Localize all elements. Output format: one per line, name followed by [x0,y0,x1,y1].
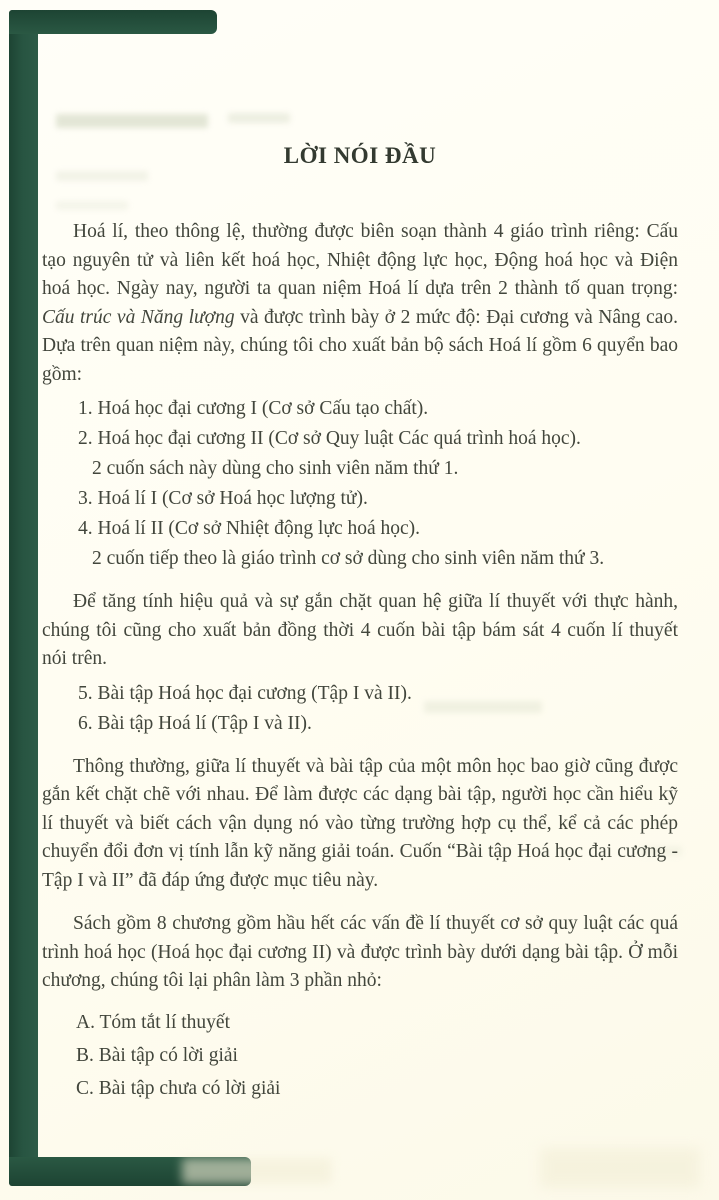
exercise-list [42,680,678,738]
book-list-note-1: 2 cuốn sách này dùng cho sinh viên năm thứ 1. [92,458,459,479]
paragraph-structure: Sách gồm 8 chương gồm hầu hết các vấn đề lí thuyết cơ sở quy luật các quá trình hoá học (Hoá học đại cương II) và được trình bày dưới dạng bài tập. Ở mỗi chương, chúng tôi lại phân làm 3 phần nhỏ: [42,913,678,991]
section-list [42,1008,678,1103]
book-list-note-2: 2 cuốn tiếp theo là giáo trình cơ sở dùng cho sinh viên năm thứ 3. [92,548,605,569]
page-content [42,0,678,1107]
intro-text-italic: Cấu trúc và Năng lượng [42,306,235,328]
intro-text-before: Hoá lí, theo thông lệ, thường được biên soạn thành 4 giáo trình riêng: Cấu tạo nguyên tử và liên kết hoá học, Nhiệt động lực học, Động hoá học và Điện hoá học. Ngày nay, người ta quan niệm Hoá lí dựa trên 2 thành tố quan trọng: [42,221,678,299]
book-list [42,395,678,573]
section-item-c: C. Bài tập chưa có lời giải [76,1077,281,1099]
page-title: LỜI NÓI ĐẦU [283,143,437,168]
exercise-list-item-6: 6. Bài tập Hoá lí (Tập I và II). [78,712,312,734]
scan-shadow [182,1158,332,1184]
section-item-a: A. Tóm tắt lí thuyết [76,1011,231,1033]
intro-text-after: và được trình bày ở 2 mức độ: Đại cương và Nâng cao. Dựa trên quan niệm này, chúng tôi cho xuất bản bộ sách Hoá lí gồm 6 quyển bao gồm: [42,306,678,385]
paragraph-practice: Để tăng tính hiệu quả và sự gắn chặt quan hệ giữa lí thuyết với thực hành, chúng tôi cũng cho xuất bản đồng thời 4 cuốn bài tập bám sát 4 cuốn lí thuyết nói trên. [42,591,678,669]
exercise-list-item-5: 5. Bài tập Hoá học đại cương (Tập I và II). [78,682,412,704]
book-list-item-3: 3. Hoá lí I (Cơ sở Hoá học lượng tử). [78,488,368,509]
intro-paragraph [42,218,678,389]
paragraph-theory-link: Thông thường, giữa lí thuyết và bài tập của một môn học bao giờ cũng được gắn kết chặt chẽ với nhau. Để làm được các dạng bài tập, người học cần hiểu kỹ lí thuyết và biết cách vận dụng nó vào từng trường hợp cụ thể, kể cả các phép chuyển đổi đơn vị tính lẫn kỹ năng giải toán. Cuốn “Bài tập Hoá học đại cương - Tập I và II” đã đáp ứng được mục tiêu này. [42,755,678,891]
book-list-item-2: 2. Hoá học đại cương II (Cơ sở Quy luật Các quá trình hoá học). [78,428,581,449]
section-item-b: B. Bài tập có lời giải [76,1044,238,1066]
book-cover-edge-left [9,10,38,1186]
book-list-item-4: 4. Hoá lí II (Cơ sở Nhiệt động lực hoá học). [78,518,421,539]
scan-shadow [540,1148,700,1188]
book-list-item-1: 1. Hoá học đại cương I (Cơ sở Cấu tạo chất). [78,398,429,419]
